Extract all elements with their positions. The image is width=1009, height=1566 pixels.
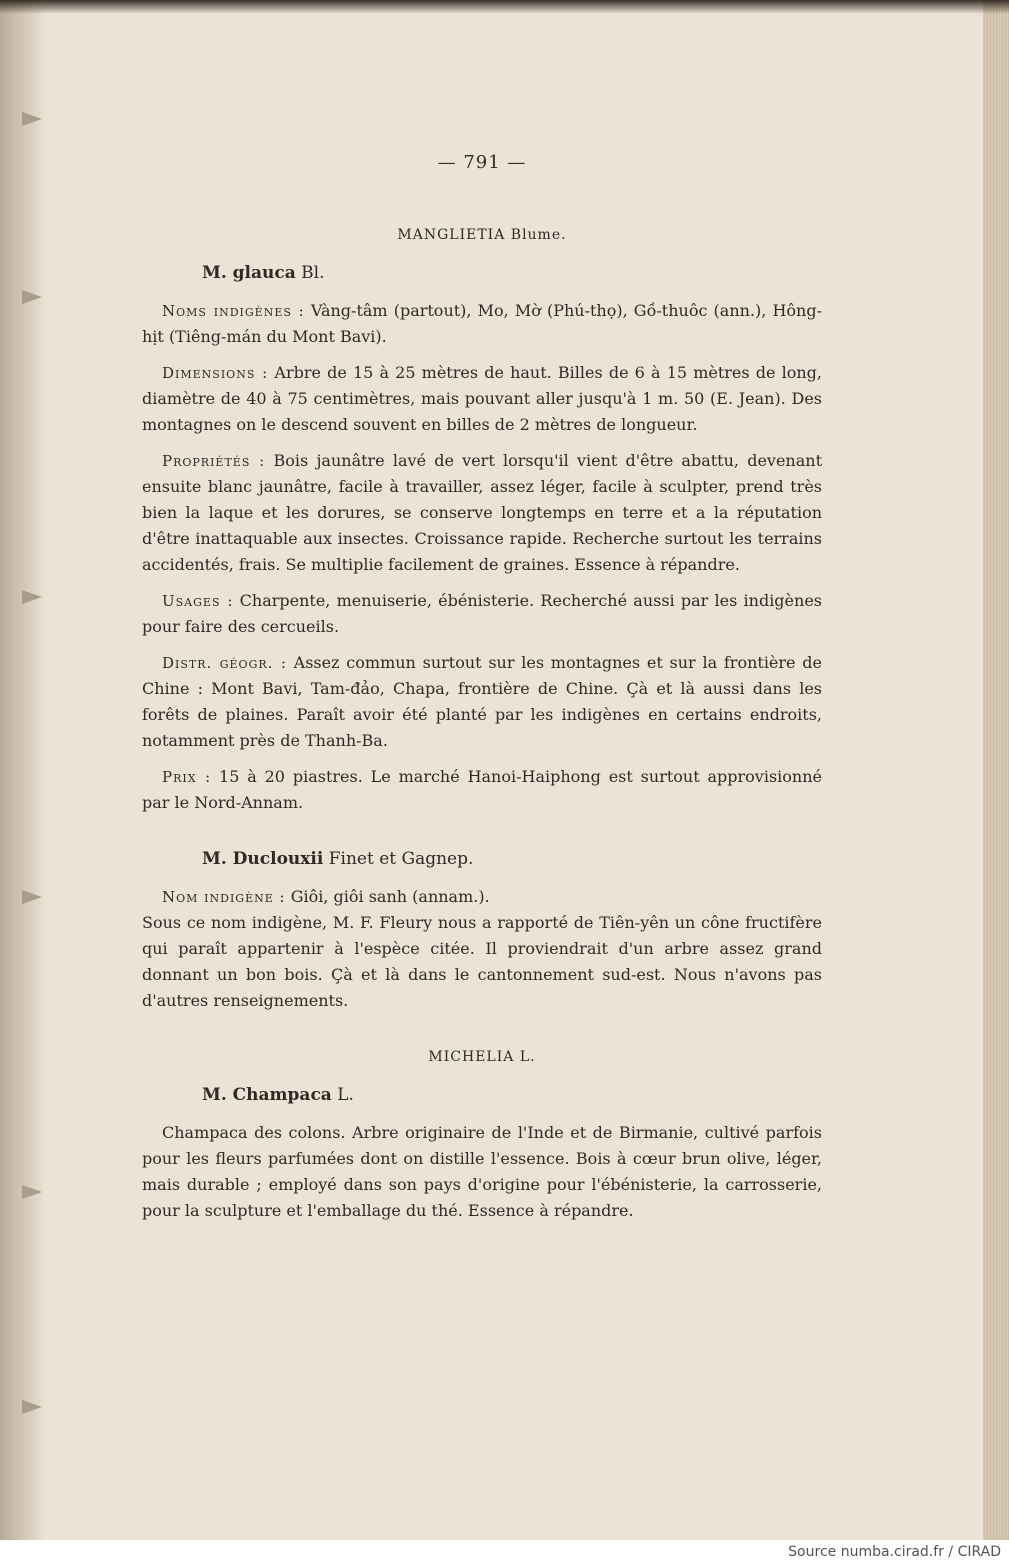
- binding-gutter: [0, 0, 46, 1540]
- binding-tab: [22, 590, 42, 604]
- binding-tab: [22, 112, 42, 126]
- paragraph-prix: [142, 764, 822, 816]
- binding-tab: [22, 890, 42, 904]
- paragraph-label: Nom indigène :: [162, 888, 286, 906]
- species-author: L.: [337, 1085, 354, 1105]
- source-credit: Source numba.cirad.fr / CIRAD: [788, 1544, 1001, 1560]
- paragraph-label: Noms indigènes :: [162, 302, 305, 320]
- species-heading: [202, 846, 822, 872]
- spacer: [142, 826, 822, 846]
- paragraph-proprietes: [142, 448, 822, 578]
- paragraph-label: Usages :: [162, 592, 234, 610]
- species-name: M. Duclouxii: [202, 849, 324, 869]
- paragraph-text: 15 à 20 piastres. Le marché Hanoi-Haiphong est surtout approvisionné par le Nord-Annam.: [142, 767, 823, 812]
- species-author: Finet et Gagnep.: [328, 849, 474, 869]
- spacer: [142, 1024, 822, 1044]
- species-heading: [202, 260, 822, 286]
- binding-tab: [22, 1185, 42, 1199]
- paragraph-champaca: Champaca des colons. Arbre originaire de l'Inde et de Birmanie, cultivé parfois pour les fleurs parfumées dont on distille l'essence. Bois à cœur brun olive, léger, mais durable ; employé dans son pays d'origine pour l'ébénisterie, la carrosserie, pour la sculpture et l'emballage du thé. Essence à répandre.: [142, 1123, 822, 1220]
- paragraph-label: Dimensions :: [162, 364, 269, 382]
- species-name: M. Champaca: [202, 1085, 332, 1105]
- species-heading: [202, 1082, 822, 1108]
- paragraph-nom-indigene: [142, 884, 822, 910]
- paragraph-note: Sous ce nom indigène, M. F. Fleury nous a rapporté de Tiên-yên un cône fructifère qui paraît appartenir à l'espèce citée. Il proviendrait d'un arbre assez grand donnant un bon bois. Çà et là dans le cantonnement sud-est. Nous n'avons pas d'autres renseignements.: [142, 913, 822, 1010]
- species-name: M. glauca: [202, 263, 296, 283]
- paragraph-usages: [142, 588, 822, 640]
- species-author: Bl.: [301, 263, 325, 283]
- page-content: [142, 150, 822, 1234]
- paragraph-text: Giôi, giôi sanh (annam.).: [285, 887, 490, 906]
- genus-heading: MANGLIETIA Blume.: [397, 227, 567, 243]
- paragraph-text: Vàng-tâm (partout), Mo, Mờ (Phú-thọ), Gồ-thuôc (ann.), Hông-hịt (Tiêng-mán du Mont Bavi).: [142, 301, 822, 346]
- page-edges: [983, 0, 1009, 1540]
- paragraph-text: Charpente, menuiserie, ébénisterie. Recherché aussi par les indigènes pour faire des cercueils.: [142, 591, 823, 636]
- paragraph-text: Arbre de 15 à 25 mètres de haut. Billes de 6 à 15 mètres de long, diamètre de 40 à 75 centimètres, mais pouvant aller jusqu'à 1 m. 50 (E. Jean). Des montagnes on le descend souvent en billes de 2 mètres de longueur.: [142, 363, 822, 434]
- page-number: — 791 —: [437, 152, 527, 173]
- top-edge-shadow: [0, 0, 1009, 14]
- paragraph-label: Propriétés :: [162, 452, 266, 470]
- paragraph-text: Assez commun surtout sur les montagnes et sur la frontière de Chine : Mont Bavi, Tam-đảo, Chapa, frontière de Chine. Çà et là aussi dans les forêts de plaines. Paraît avoir été planté par les indigènes en certains endroits, notamment près de Thanh-Ba.: [142, 653, 822, 750]
- paragraph-noms-indigenes: [142, 298, 822, 350]
- binding-tab: [22, 290, 42, 304]
- source-footer: [0, 1540, 1009, 1566]
- genus-heading: MICHELIA L.: [428, 1049, 536, 1065]
- paragraph-label: Prix :: [162, 768, 212, 786]
- paragraph-label: Distr. géogr. :: [162, 654, 287, 672]
- binding-tab: [22, 1400, 42, 1414]
- paragraph-distribution: [142, 650, 822, 754]
- paragraph-text: Bois jaunâtre lavé de vert lorsqu'il vient d'être abattu, devenant ensuite blanc jaunâtre, facile à travailler, assez léger, facile à sculpter, prend très bien la laque et les dorures, se conserve longtemps en terre et a la réputation d'être inattaquable aux insectes. Croissance rapide. Recherche surtout les terrains accidentés, frais. Se multiplie facilement de graines. Essence à répandre.: [142, 451, 822, 574]
- paragraph-dimensions: [142, 360, 822, 438]
